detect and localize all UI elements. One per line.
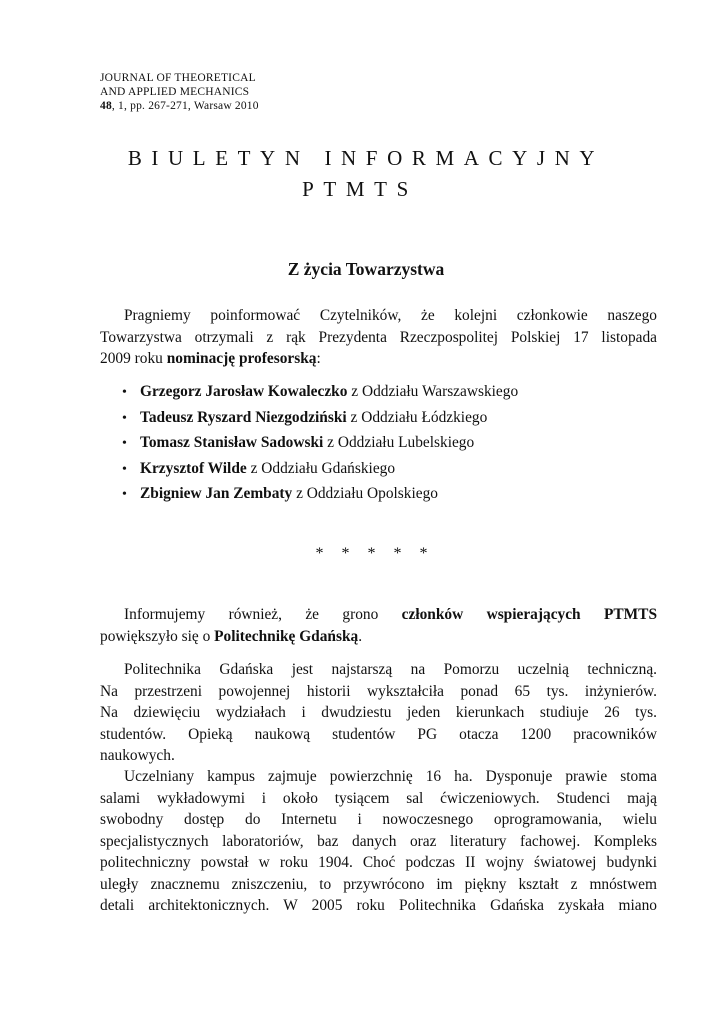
journal-name-line1: JOURNAL OF THEORETICAL xyxy=(100,72,256,84)
bullet-icon: • xyxy=(122,461,127,477)
nominee-branch: z Oddziału Gdańskiego xyxy=(246,459,396,477)
list-item xyxy=(122,456,518,482)
paragraph-campus xyxy=(100,766,657,917)
text-line: Na dziewięciu wydziałach i dwudziestu jeden kierunkach studiuje 26 tys. xyxy=(100,704,657,721)
paragraph-supporting-members xyxy=(100,604,657,647)
nominee-name: Tadeusz Ryszard Niezgodziński xyxy=(140,408,347,426)
text-run: Informujemy również, że grono xyxy=(124,606,402,623)
bold-phrase: nominację profesorską xyxy=(166,350,317,367)
bullet-icon: • xyxy=(122,436,127,452)
text-line: uległy znacznemu zniszczeniu, to przywrócono im piękny kształt z mnóstwem xyxy=(100,875,657,893)
text-line: studentów. Opieką naukową studentów PG otacza 1200 pracowników xyxy=(100,725,657,743)
journal-citation xyxy=(100,99,259,113)
nominee-name: Grzegorz Jarosław Kowaleczko xyxy=(140,383,348,400)
section-separator: * * * * * xyxy=(315,545,435,562)
text-line xyxy=(100,604,657,626)
journal-volume: 48 xyxy=(100,100,112,112)
paragraph-university-intro xyxy=(100,659,657,767)
bullet-icon: • xyxy=(122,487,127,503)
nominee-name: Tomasz Stanisław Sadowski xyxy=(140,434,324,452)
text-line: Pragniemy poinformować Czytelników, że kolejni członkowie naszego xyxy=(124,307,657,324)
bulletin-subtitle: PTMTS xyxy=(302,177,418,201)
text-run: : xyxy=(316,350,321,367)
list-item xyxy=(122,481,518,507)
section-heading: Z życia Towarzystwa xyxy=(287,259,445,279)
list-item xyxy=(122,405,518,431)
text-line: swobodny dostęp do Internetu i nowoczesnego oprogramowania, wielu xyxy=(100,811,657,828)
nominee-name: Zbigniew Jan Zembaty xyxy=(140,485,293,503)
bold-phrase: Politechnikę Gdańską xyxy=(214,627,359,645)
bullet-icon: • xyxy=(122,385,127,400)
text-line xyxy=(100,348,657,370)
nominee-branch: z Oddziału Warszawskiego xyxy=(347,383,519,400)
text-line: Politechnika Gdańska jest najstarszą na Pomorzu uczelnią techniczną. xyxy=(124,661,657,678)
nominee-branch: z Oddziału Lubelskiego xyxy=(323,434,475,452)
text-line: Na przestrzeni powojennej historii wykształciła ponad 65 tys. inżynierów. xyxy=(100,682,657,700)
bold-phrase: członków wspierających PTMTS xyxy=(401,606,657,623)
text-line: specjalistycznych laboratoriów, baz danych oraz literatury fachowej. Kompleks xyxy=(100,832,657,850)
nominee-list xyxy=(122,379,518,507)
text-line: naukowych. xyxy=(100,747,175,764)
text-line: Towarzystwa otrzymali z rąk Prezydenta Rzeczpospolitej Polskiej 17 listopada xyxy=(100,328,657,346)
text-run: . xyxy=(358,627,363,645)
paragraph-nominations xyxy=(100,305,657,370)
nominee-name: Krzysztof Wilde xyxy=(140,459,247,477)
text-run: 2009 roku xyxy=(100,350,167,367)
text-line: Uczelniany kampus zajmuje powierzchnię 16 ha. Dysponuje prawie stoma xyxy=(124,768,657,785)
journal-citation-rest: , 1, pp. 267-271, Warsaw 2010 xyxy=(111,100,259,112)
list-item xyxy=(122,430,518,456)
list-item xyxy=(122,379,518,405)
nominee-branch: z Oddziału Łódzkiego xyxy=(346,408,488,426)
text-line xyxy=(100,626,657,648)
text-line: politechniczny powstał w roku 1904. Choć podczas II wojny światowej budynki xyxy=(100,854,657,871)
journal-name-line2: AND APPLIED MECHANICS xyxy=(100,86,250,98)
text-line: salami wykładowymi i około tysiącem sal ćwiczeniowych. Studenci mają xyxy=(100,789,657,807)
bulletin-title: BIULETYN INFORMACYJNY xyxy=(127,146,605,170)
bullet-icon: • xyxy=(122,410,127,426)
text-line: detali architektonicznych. W 2005 roku Politechnika Gdańska zyskała miano xyxy=(100,897,657,914)
nominee-branch: z Oddziału Opolskiego xyxy=(292,485,438,503)
journal-header xyxy=(100,71,259,113)
text-run: powiększyło się o xyxy=(100,627,215,645)
